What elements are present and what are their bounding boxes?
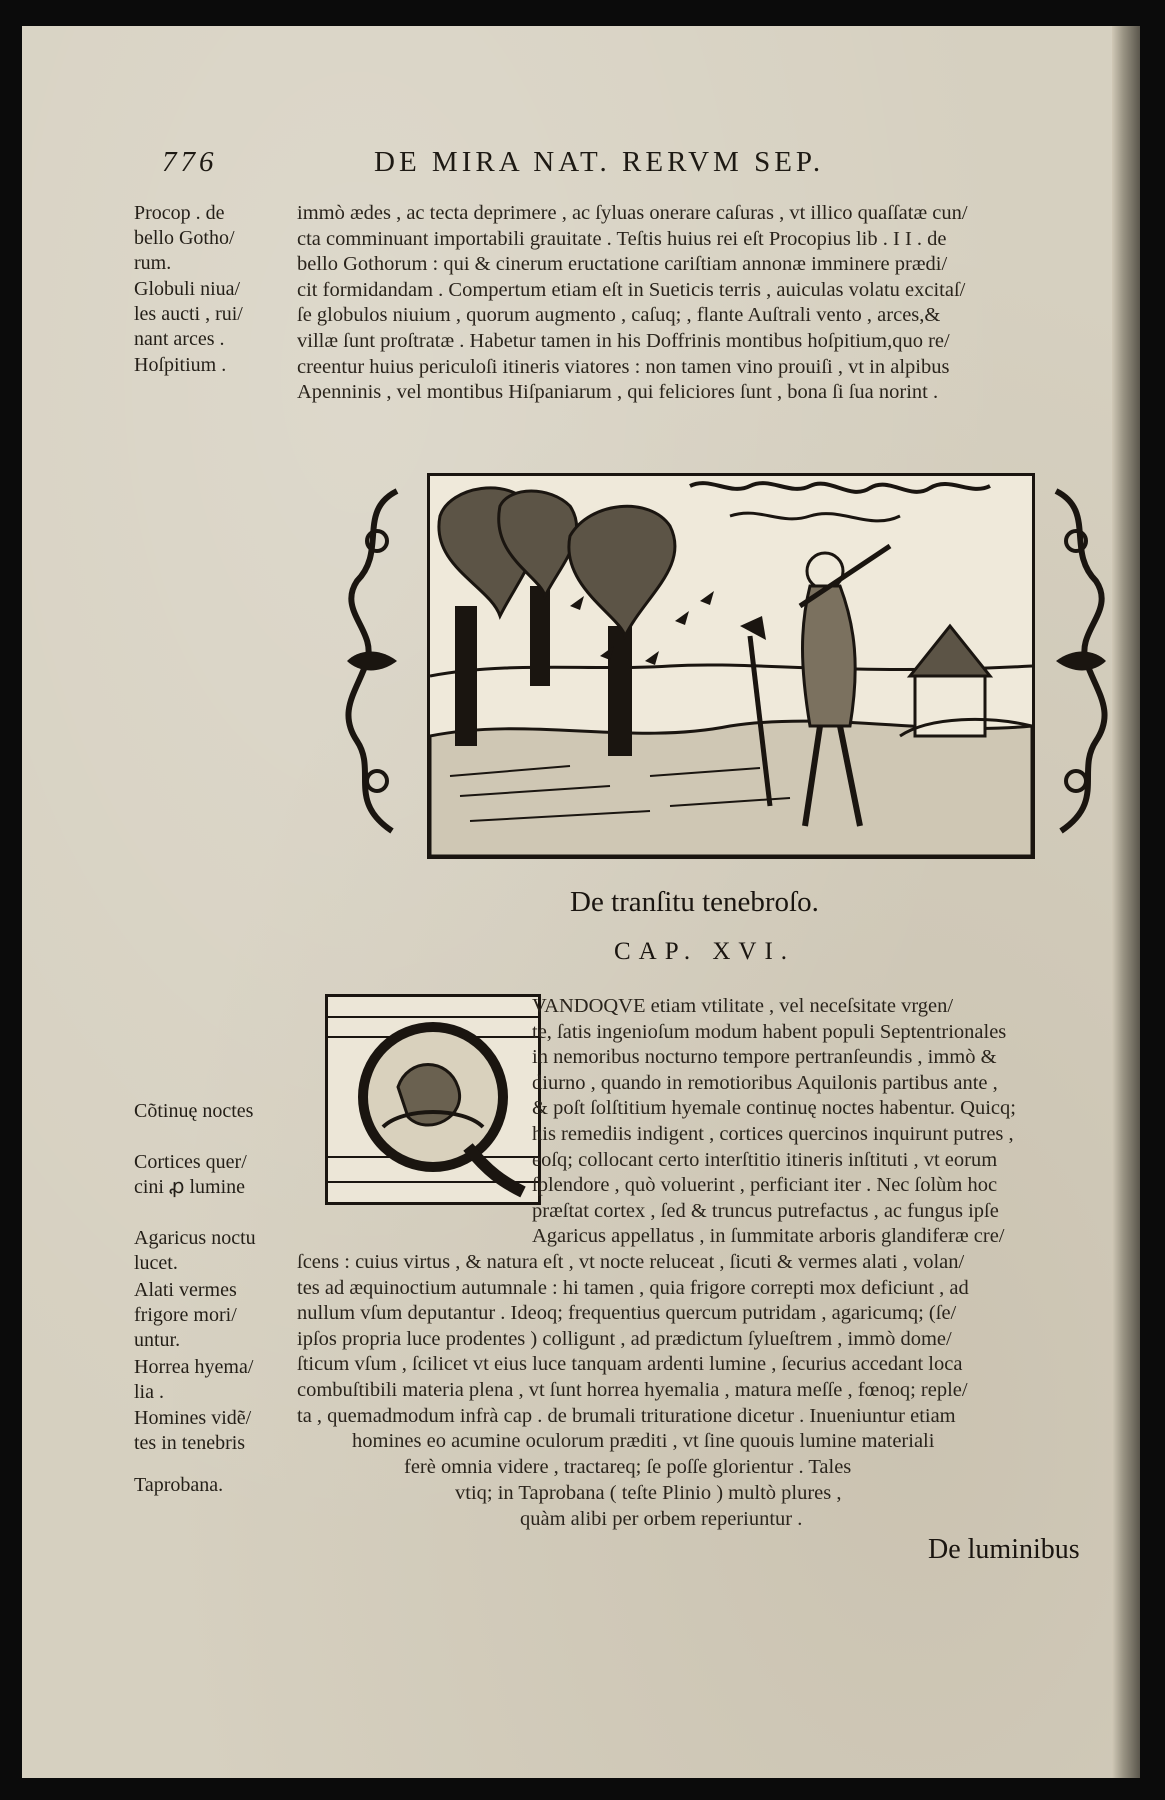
margin-note-taprobana: Taprobana.: [134, 1474, 224, 1496]
body-line-taper-1: homines eo acumine oculorum præditi , vt ſine quouis lumine materiali: [352, 1430, 935, 1452]
top-paragraph: immò ædes , ac tecta deprimere , ac ſyluas onerare caſuras , vt illico quaſſatæ cun/ cta comminuant importabili grauitate . Teſtis huius rei eſt Procopius lib . I I . de bello Gothorum : qui & cinerum eructatione cariſtiam annonæ imminere prædi/ cit formidandam . Compertum etiam eſt in Sueticis terris , auiculas volatu excitaſ/ ſe globulos niuium , quorum augmento , caſuq; , flante Auſtrali vento , arces,& villæ ſunt proſtratæ . Habetur tamen in his Doffrinis montibus hoſpitium,quo re/ creentur huius periculoſi itineris viatores : non tamen vino prouiſi , vt in alpibus Apenninis , vel montibus Hiſpaniarum , qui feliciores ſunt , bona ſi ſua norint .: [297, 202, 968, 404]
margin-note-horrea: Horrea hyema/ lia .: [134, 1356, 254, 1403]
initial-q-image: [328, 997, 538, 1202]
body-line-taper-2: ferè omnia videre , tractareq; ſe poſſe glorientur . Tales: [404, 1456, 852, 1478]
decorated-initial-q: [325, 994, 541, 1205]
body-line-taper-3: vtiq; in Taprobana ( teſte Plinio ) multò plures ,: [455, 1482, 842, 1504]
margin-note-continuae-noctes: Cõtinuę noctes: [134, 1100, 254, 1122]
margin-note-hospitium: Hoſpitium .: [134, 354, 227, 376]
woodcut-scene-image: [430, 476, 1032, 856]
body-paragraph-full: ſcens : cuius virtus , & natura eſt , vt nocte reluceat , ſicuti & vermes alati , volan/ tes ad æquinoctium autumnale : hi tamen , quia frigore correpti mox deficiunt , ad nullum vſum deputantur . Ideoq; frequentius quercum putridam , agaricumq; (ſe/ ipſos propria luce prodentes ) colligunt , ad prædictum ſylueſtrem , immò dome/ ſticum vſum , ſcilicet vt eius luce tanquam ardenti lumine , ſecurius accedant loca combuſtibili materia plena , vt ſunt horrea hyemalia , matura meſſe , fœnoq; reple/ ta , quemadmodum infrà cap . de brumali trituratione dicetur . Inueniuntur etiam: [297, 1251, 969, 1427]
woodcut-illustration: [427, 473, 1035, 859]
catchword: De luminibus: [928, 1534, 1080, 1565]
chapter-number: CAP. XVI.: [614, 938, 796, 965]
book-page: [22, 26, 1140, 1778]
page-number: 776: [162, 146, 218, 178]
margin-note-alati-vermes: Alati vermes frigore mori/ untur.: [134, 1279, 237, 1351]
left-ornament: [337, 481, 419, 841]
body-paragraph-indented: VANDOQVE etiam vtilitate , vel neceſsitate vrgen/ te, ſatis ingenioſum modum habent populi Septentrionales in nemoribus nocturno tempore pertranſeundis , immò & diurno , quando in remotioribus Aquilonis partibus ante , & poſt ſolſtitium hyemale continuę noctes habentur. Quicq; his remediis indigent , cortices quercinos inquirunt putres , eoſq; collocant certo interſtitio itineris inſtituti , vt eorum ſplendore , quò voluerint , perficiant iter . Nec ſolùm hoc præſtat cortex , ſed & truncus putrefactus , ac fungus ipſe Agaricus appellatus , in ſummitate arboris glandiferæ cre/: [532, 995, 1016, 1248]
margin-note-agaricus: Agaricus noctu lucet.: [134, 1227, 256, 1274]
chapter-title: De tranſitu tenebroſo.: [570, 886, 819, 918]
right-ornament: [1034, 481, 1116, 841]
body-line-taper-4: quàm alibi per orbem reperiuntur .: [520, 1508, 803, 1530]
margin-note-globuli: Globuli niua/ les aucti , rui/ nant arces .: [134, 278, 243, 350]
running-title: DE MIRA NAT. RERVM SEP.: [374, 146, 825, 178]
margin-note-homines: Homines vidẽ/ tes in tenebris: [134, 1407, 252, 1454]
margin-note-cortices: Cortices quer/ cini ꝓ lumine: [134, 1151, 247, 1198]
margin-note-procopius: Procop . de bello Gotho/ rum.: [134, 202, 235, 274]
running-header: [132, 146, 1032, 186]
